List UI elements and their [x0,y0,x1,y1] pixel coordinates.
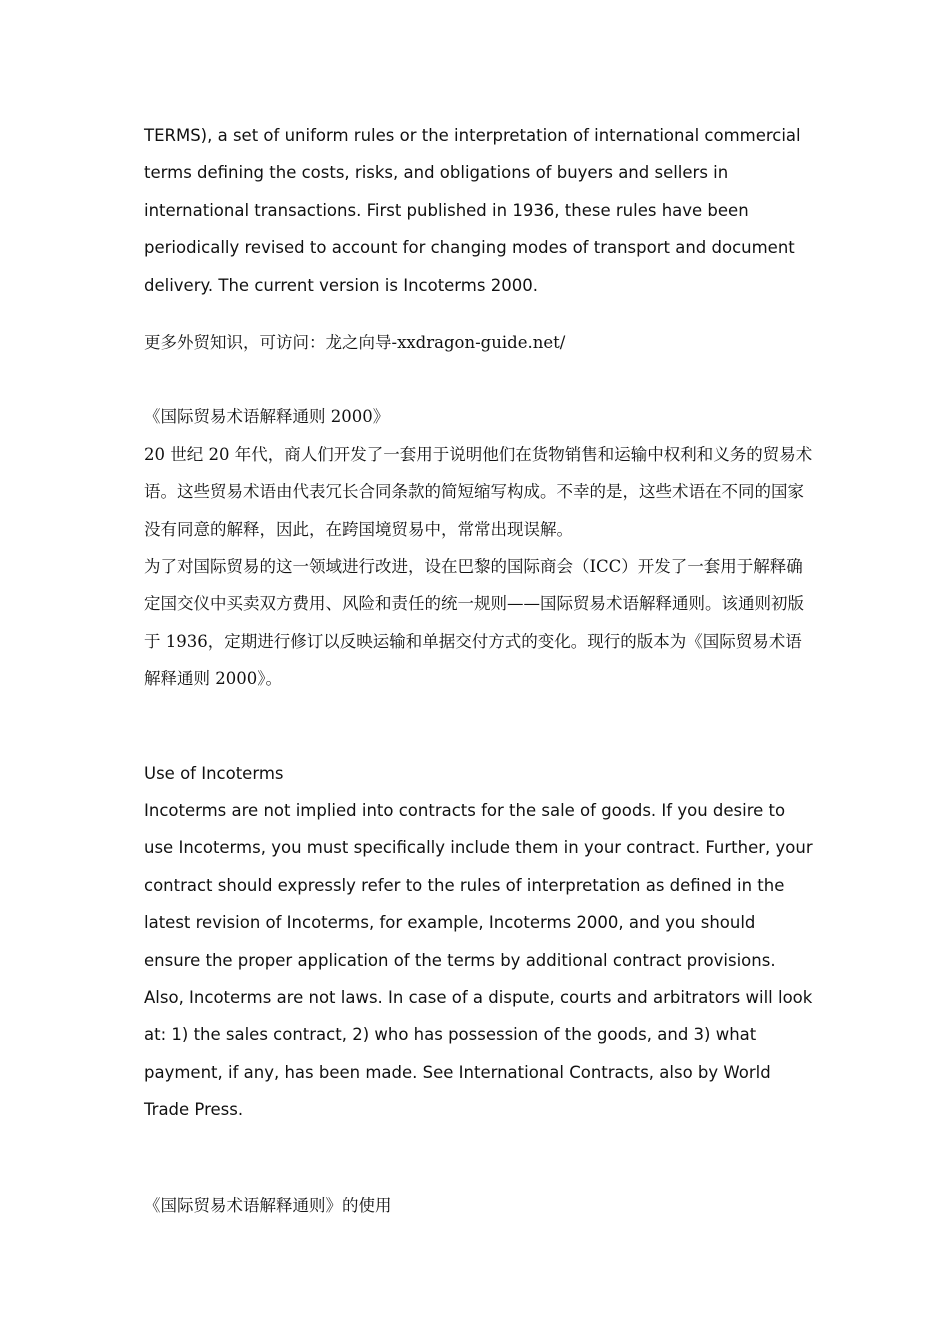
en-paragraph-use-of-incoterms: Incoterms are not implied into contracts for the sale of goods. If you desire to use Incoterms, you must specifically include them in your contract. Further, your contract should expressly refer to the rules of interpretation as defined in the latest revision of Incoterms, for example, Incoterms 2000, and you should ensure the proper application of the terms by additional contract provisions. Also, Incoterms are not laws. In case of a dispute, courts and arbitrators will look at: 1) the sales contract, 2) who has possession of the goods, and 3) what payment, if any, has been made. See International Contracts, also by World Trade Press. [144,801,813,1120]
intro-paragraph: TERMS), a set of uniform rules or the interpretation of international commercial terms defining the costs, risks, and obligations of buyers and sellers in international transactions. First published in 1936, these rules have been periodically revised to account for changing modes of transport and document delivery. The current version is Incoterms 2000. [144,126,801,295]
cn-paragraph-history: 20 世纪 20 年代，商人们开发了一套用于说明他们在货物销售和运输中权利和义务的贸易术语。这些贸易术语由代表冗长合同条款的简短缩写构成。不幸的是，这些术语在不同的国家没有同意的解释，因此，在跨国境贸易中，常常出现误解。 [144,445,813,539]
cn-heading-incoterms-2000: 《国际贸易术语解释通则 2000》 [144,407,390,426]
en-heading-use-of-incoterms: Use of Incoterms [144,764,284,783]
cn-heading-use-of-incoterms: 《国际贸易术语解释通则》的使用 [144,1196,392,1215]
cn-paragraph-icc: 为了对国际贸易的这一领域进行改进，设在巴黎的国际商会（ICC）开发了一套用于解释确定国交仪中买卖双方费用、风险和责任的统一规则——国际贸易术语解释通则。该通则初版于 1936，定期进行修订以反映运输和单据交付方式的变化。现行的版本为《国际贸易术语解释通则 2000》。 [144,557,804,689]
more-info-line: 更多外贸知识，可访问：龙之向导-xxdragon-guide.net/ [144,333,566,352]
